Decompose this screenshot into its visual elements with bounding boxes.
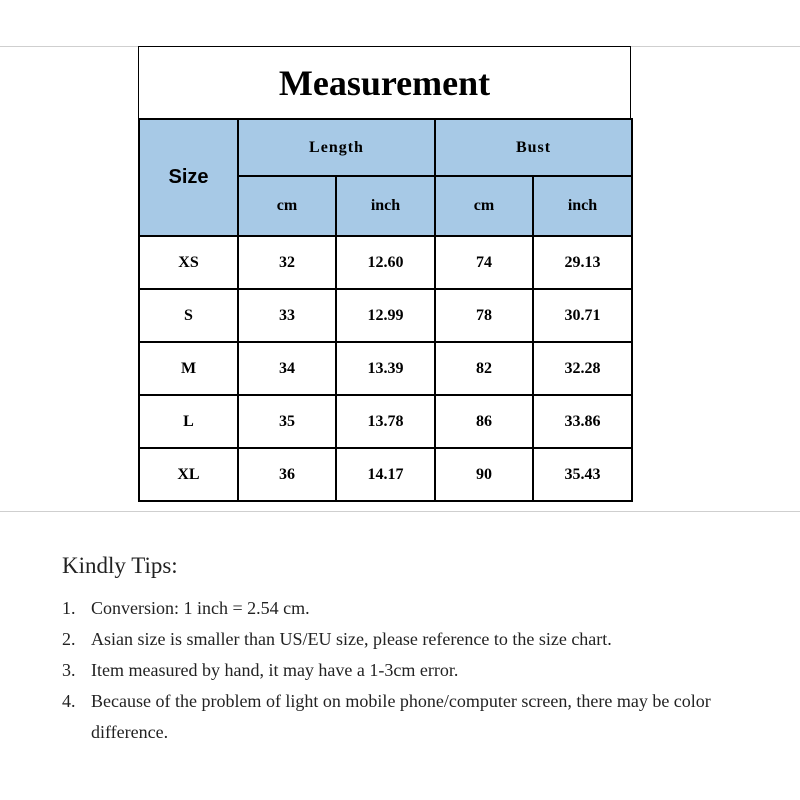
length-group-header: Length	[238, 119, 435, 176]
bust-group-header: Bust	[435, 119, 632, 176]
table-title: Measurement	[138, 46, 631, 118]
length-inch-cell: 12.60	[336, 236, 435, 289]
bust-inch-cell: 30.71	[533, 289, 632, 342]
bust-cm-header: cm	[435, 176, 533, 236]
length-inch-cell: 14.17	[336, 448, 435, 501]
size-cell: XL	[139, 448, 238, 501]
table-row	[139, 289, 632, 342]
tip-number: 1.	[62, 598, 76, 618]
bust-inch-header: inch	[533, 176, 632, 236]
bust-inch-cell: 29.13	[533, 236, 632, 289]
tips-list	[62, 593, 762, 748]
list-item	[62, 624, 762, 655]
tip-text: Item measured by hand, it may have a 1-3cm error.	[91, 660, 459, 680]
tips-section	[62, 553, 762, 748]
size-cell: M	[139, 342, 238, 395]
size-chart-table	[138, 118, 633, 502]
size-column-header: Size	[139, 119, 238, 236]
length-inch-cell: 12.99	[336, 289, 435, 342]
size-cell: L	[139, 395, 238, 448]
size-cell: S	[139, 289, 238, 342]
bust-cm-cell: 74	[435, 236, 533, 289]
bust-cm-cell: 78	[435, 289, 533, 342]
bust-cm-cell: 82	[435, 342, 533, 395]
bust-inch-cell: 32.28	[533, 342, 632, 395]
table-row	[139, 395, 632, 448]
table-row	[139, 342, 632, 395]
length-cm-cell: 36	[238, 448, 336, 501]
tip-number: 4.	[62, 691, 76, 711]
length-inch-header: inch	[336, 176, 435, 236]
tip-text: Asian size is smaller than US/EU size, please reference to the size chart.	[91, 629, 612, 649]
length-cm-header: cm	[238, 176, 336, 236]
length-cm-cell: 35	[238, 395, 336, 448]
tip-number: 3.	[62, 660, 76, 680]
bust-inch-cell: 33.86	[533, 395, 632, 448]
list-item	[62, 686, 762, 748]
bust-cm-cell: 90	[435, 448, 533, 501]
length-inch-cell: 13.78	[336, 395, 435, 448]
tip-text: Because of the problem of light on mobile phone/computer screen, there may be color difference.	[91, 691, 711, 742]
length-cm-cell: 32	[238, 236, 336, 289]
table-row	[139, 448, 632, 501]
length-cm-cell: 33	[238, 289, 336, 342]
tip-number: 2.	[62, 629, 76, 649]
bottom-divider	[0, 511, 800, 512]
list-item	[62, 655, 762, 686]
size-cell: XS	[139, 236, 238, 289]
length-cm-cell: 34	[238, 342, 336, 395]
tip-text: Conversion: 1 inch = 2.54 cm.	[91, 598, 310, 618]
list-item	[62, 593, 762, 624]
table-row	[139, 236, 632, 289]
length-inch-cell: 13.39	[336, 342, 435, 395]
tips-title: Kindly Tips:	[62, 553, 178, 578]
bust-cm-cell: 86	[435, 395, 533, 448]
bust-inch-cell: 35.43	[533, 448, 632, 501]
